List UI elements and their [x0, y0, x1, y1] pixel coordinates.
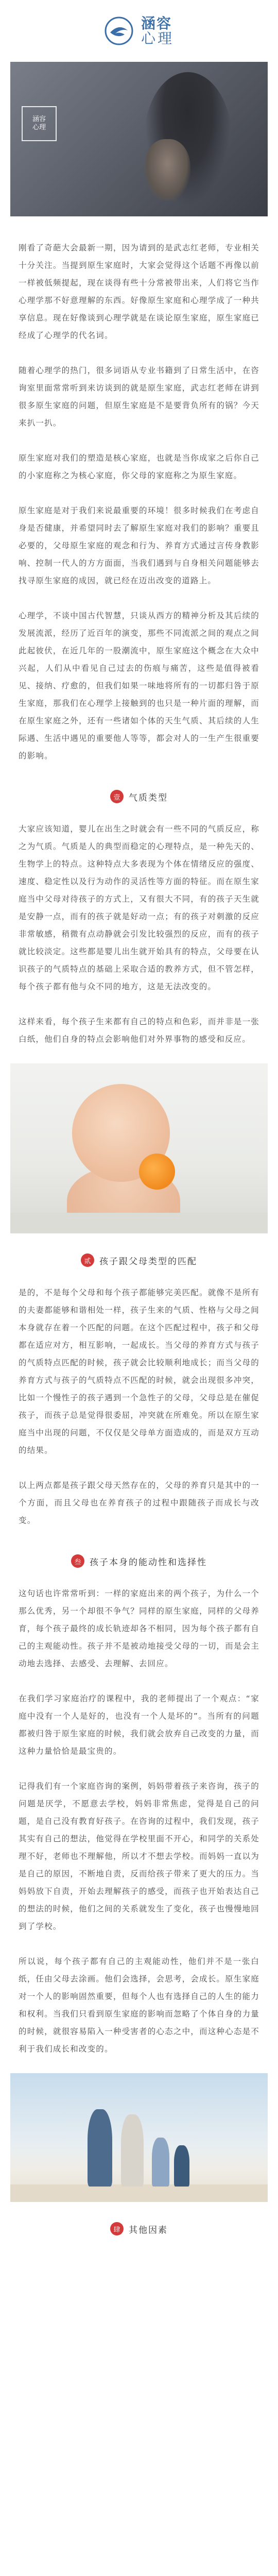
- family-member-figure: [174, 2145, 189, 2187]
- section-paragraph: 是的，不是每个父母和每个孩子都能够完美匹配。就像不是所有的夫妻都能够和谐相处一样，孩子生来的气质、性格与父母之间本身就存在着一个匹配的问题。在这个匹配过程中，孩子和父母都在适应对方，相互影响，一起成长。当父母的养育方式与孩子的气质特点匹配的时候，孩子就会比较顺利地成长；而当父母的养育方式与孩子的气质特点不匹配的时候，就会出现很多冲突，比如一个慢性子的孩子遇到一个急性子的父母，父母总是在催促孩子，而孩子总是觉得很委屈，冲突就在所难免。所以在原生家庭当中出现的问题，不仅仅是父母单方面造成的，而是双方互动的结果。: [19, 1288, 259, 1455]
- section-title: 孩子本身的能动性和选择性: [90, 1557, 207, 1568]
- brand-name: [141, 16, 174, 46]
- hero-image: [10, 62, 268, 216]
- intro-paragraph: 原生家庭对我们的塑造是核心家庭，也就是当你成家之后你自己的小家庭称之为核心家庭，你父母的家庭称之为原生家庭。: [19, 453, 259, 480]
- brand-name-line2: 心理: [141, 30, 174, 47]
- hero-brand-stamp: 涵容 心理: [22, 106, 57, 141]
- section-title: 气质类型: [129, 792, 168, 803]
- section-title: 孩子跟父母类型的匹配: [99, 1256, 197, 1267]
- section-number-badge: 壹: [110, 790, 124, 803]
- baby-eating-orange-image: [10, 1063, 268, 1233]
- family-walking-image: [10, 2073, 268, 2202]
- beach-ground: [10, 2184, 268, 2202]
- section-paragraph: 大家应该知道，婴儿在出生之时就会有一些不同的气质反应，称之为气质。气质是人的典型而稳定的心理特点，是一种先天的、生物学上的特点。这种特点大多表现为个体在情绪反应的强度、速度、稳定性以及行为动作的灵活性等方面的特征。而在原生家庭当中父母对待孩子的方式上，又有很大不同，有的孩子天生就是安静一点，而有的孩子就是好动一点；有的孩子对刺激的反应非常敏感，稍微有点动静就会引发比较强烈的反应，而有的孩子就比较淡定。这些都是婴儿出生就开始具有的特点，父母要在认识孩子的气质特点的基础上采取合适的教养方式，但不管怎样，每个孩子都有他与众不同的地方，这是无法改变的。: [19, 824, 259, 991]
- section-number-badge: 叁: [71, 1554, 84, 1568]
- intro-paragraph: 随着心理学的热门，很多词语从专业书籍到了日常生活中，在咨询室里面常常听到来访谈到的就是原生家庭，武志红老师在讲到很多原生家庭的问题，但原生家庭是不是要背负所有的锅？今天来扒一扒。: [19, 366, 259, 428]
- brand-header: [0, 0, 278, 62]
- section-paragraph: 所以说，每个孩子都有自己的主观能动性，他们并不是一张白纸，任由父母去涂画。他们会选择，会思考，会成长。原生家庭对一个人的影响固然重要，但每个人也有选择自己的人生的能力和权利。当我们只看到原生家庭的影响而忽略了个体自身的力量的时候，就很容易陷入一种受害者的心态之中，而这种心态是不利于我们成长和改变的。: [19, 1957, 259, 2054]
- orange-fruit: [139, 1154, 175, 1190]
- section-title: 其他因素: [129, 2225, 168, 2235]
- family-member-figure: [152, 2138, 169, 2187]
- section-heading: [0, 785, 278, 808]
- intro-paragraph: 原生家庭是对于我们来说最重要的环境！很多时候我们在考虑自身是否健康，并希望同时去了解原生家庭对我们的影响？重要且必要的，父母原生家庭的观念和行为、养育方式通过言传身教影响、控制一代人的方方面面，当我们遇到与自身相关问题能够去找寻原生家庭的成因，就已经在迈出改变的道路上。: [19, 506, 259, 585]
- section-paragraph: 在我们学习家庭治疗的课程中，我的老师提出了一个观点：“家庭中没有一个人是好的，也没有一个人是坏的”。当所有的问题都被归咎于原生家庭的时候，我们就会放弃自己改变的力量，而这种力量恰恰是最宝贵的。: [19, 1694, 259, 1756]
- section-heading: [0, 2217, 278, 2240]
- section-paragraph: 记得我们有一个家庭咨询的案例，妈妈带着孩子来咨询，孩子的问题是厌学，不愿意去学校，妈妈非常焦虑，觉得是自己的问题，是自己没有教育好孩子。在咨询的过程中，我们发现，孩子其实有自己的想法，他觉得在学校里面不开心，和同学的关系处理不好，老师也不理解他，所以才不想去学校。而妈妈一直以为是自己的原因，不断地自责，反而给孩子带来了更大的压力。当妈妈放下自责，开始去理解孩子的感受，而孩子也开始表达自己的想法的时候，他们之间的关系就发生了变化，孩子也慢慢地回到了学校。: [19, 1782, 259, 1931]
- section-heading: [0, 1249, 278, 1272]
- family-member-figure: [121, 2114, 144, 2187]
- section-paragraph: 这句话也许常常听到：一样的家庭出来的两个孩子，为什么一个那么优秀，另一个却很不争气？同样的原生家庭，同样的父母养育，每个孩子最终的成长轨迹却各不相同，因为每个孩子都有自己的主观能动性。孩子并不是被动地接受父母的一切，而是会主动地去选择、去感受、去理解、去回应。: [19, 1589, 259, 1668]
- brand-logo-icon: [104, 16, 134, 46]
- section-heading: [0, 1550, 278, 1572]
- section-paragraph: 以上两点都是孩子跟父母天然存在的，父母的养育只是其中的一个方面，而且父母也在养育孩子的过程中跟随孩子而成长与改变。: [19, 1481, 259, 1525]
- family-member-figure: [88, 2109, 112, 2187]
- intro-paragraph: 心理学，不谈中国古代智慧，只谈从西方的精神分析及其后续的发展流派，经历了近百年的演变，那些不同流派之间的观点之间此起彼伏，在近几年的一股潮流中，原生家庭这个概念在大众中兴起，人们从中看见自己过去的伤痕与痛苦，这些是值得被看见、接纳、疗愈的，但我们如果一味地将所有的一切都归咎于原生家庭，那我们在心理学上接触到的也只是一种片面的理解，而在原生家庭之外，还有一些诸如个体的天生气质、其后续的人生际遇、生活中遇见的重要他人等等，都会对人的一生产生很重要的影响。: [19, 611, 259, 760]
- brand-name-line1: 涵容: [141, 14, 172, 32]
- section-paragraph: 这样来看，每个孩子生来都有自己的特点和色彩，而并非是一张白纸，他们自身的特点会影响他们对外界事物的感受和反应。: [19, 1017, 259, 1044]
- section-number-badge: 肆: [110, 2222, 124, 2235]
- section-number-badge: 贰: [81, 1253, 94, 1267]
- table-surface: [10, 1213, 268, 1233]
- hero-child-figure: [144, 139, 190, 201]
- intro-paragraph: 刚看了奇葩大会最新一期，因为请到的是武志红老师，专业相关十分关注。当提到原生家庭时，大家会觉得这个话题不再像以前一样被低频提起，现在谈得有些十分常被带出来，人们将它当作心理学那不好意理解的东西。好像原生家庭和心理学成了一种共享信息。现在好像谈到心理学就是在谈论原生家庭，原生家庭已经成了心理学的代名词。: [19, 243, 259, 340]
